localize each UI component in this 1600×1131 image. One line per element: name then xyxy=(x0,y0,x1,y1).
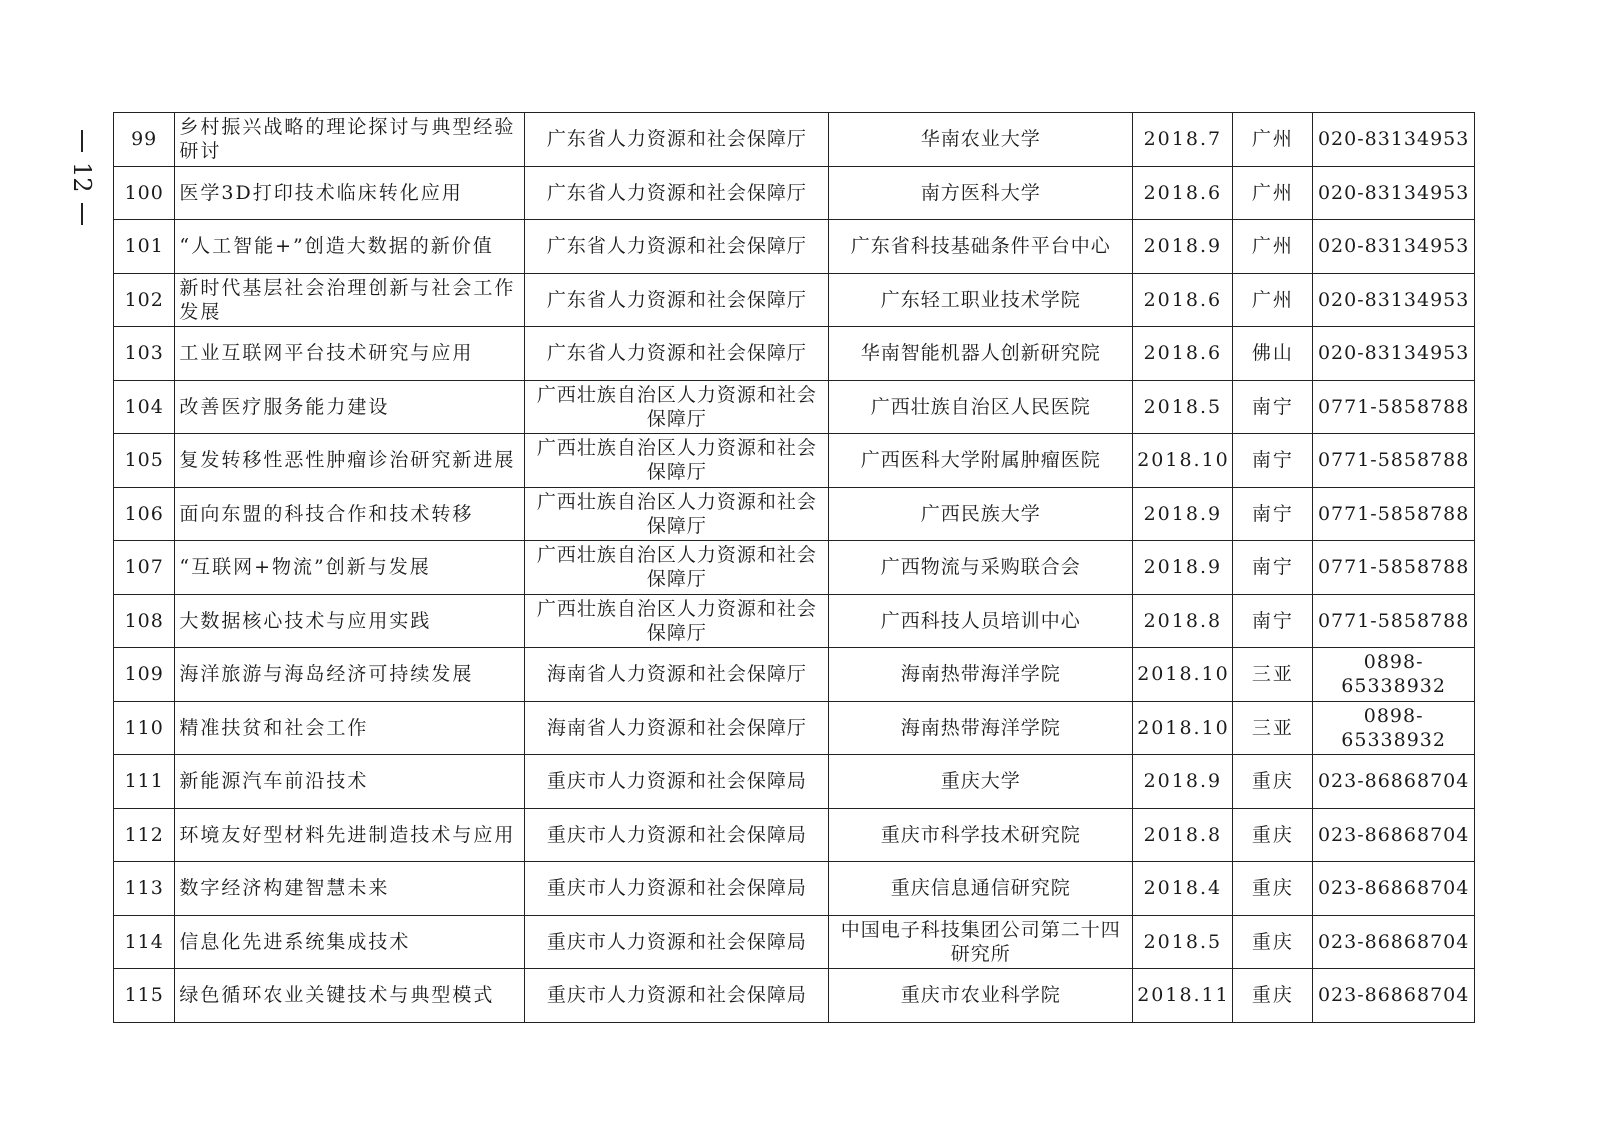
row-number-cell: 114 xyxy=(114,915,175,969)
row-number-cell: 104 xyxy=(114,380,175,434)
row-number-cell: 103 xyxy=(114,327,175,381)
contact-phone-cell: 023-86868704 xyxy=(1313,915,1475,969)
table-row xyxy=(114,434,1475,488)
host-institution-cell: 南方医科大学 xyxy=(829,166,1133,220)
date-cell: 2018.10 xyxy=(1133,701,1233,755)
project-name-cell: 数字经济构建智慧未来 xyxy=(175,862,525,916)
city-cell: 广州 xyxy=(1233,273,1313,327)
city-cell: 南宁 xyxy=(1233,487,1313,541)
host-institution-cell: 海南热带海洋学院 xyxy=(829,648,1133,702)
project-name-cell: 大数据核心技术与应用实践 xyxy=(175,594,525,648)
contact-phone-cell: 0771-5858788 xyxy=(1313,380,1475,434)
contact-phone-cell: 0898-65338932 xyxy=(1313,648,1475,702)
table-row xyxy=(114,113,1475,167)
contact-phone-cell: 023-86868704 xyxy=(1313,969,1475,1023)
table-row xyxy=(114,487,1475,541)
organizing-agency-cell: 重庆市人力资源和社会保障局 xyxy=(525,755,829,809)
organizing-agency-cell: 广西壮族自治区人力资源和社会保障厅 xyxy=(525,380,829,434)
host-institution-cell: 广东省科技基础条件平台中心 xyxy=(829,220,1133,274)
city-cell: 广州 xyxy=(1233,113,1313,167)
date-cell: 2018.6 xyxy=(1133,273,1233,327)
host-institution-cell: 重庆市农业科学院 xyxy=(829,969,1133,1023)
page-number-dash-bottom xyxy=(81,203,83,225)
table-row xyxy=(114,327,1475,381)
table-row xyxy=(114,220,1475,274)
contact-phone-cell: 020-83134953 xyxy=(1313,273,1475,327)
project-name-cell: 面向东盟的科技合作和技术转移 xyxy=(175,487,525,541)
host-institution-cell: 海南热带海洋学院 xyxy=(829,701,1133,755)
contact-phone-cell: 020-83134953 xyxy=(1313,327,1475,381)
page-number-dash-top xyxy=(81,130,83,152)
row-number-cell: 106 xyxy=(114,487,175,541)
city-cell: 广州 xyxy=(1233,220,1313,274)
contact-phone-cell: 020-83134953 xyxy=(1313,220,1475,274)
city-cell: 重庆 xyxy=(1233,755,1313,809)
city-cell: 南宁 xyxy=(1233,434,1313,488)
city-cell: 南宁 xyxy=(1233,380,1313,434)
date-cell: 2018.7 xyxy=(1133,113,1233,167)
project-name-cell: 海洋旅游与海岛经济可持续发展 xyxy=(175,648,525,702)
host-institution-cell: 华南智能机器人创新研究院 xyxy=(829,327,1133,381)
date-cell: 2018.9 xyxy=(1133,220,1233,274)
project-name-cell: 信息化先进系统集成技术 xyxy=(175,915,525,969)
city-cell: 南宁 xyxy=(1233,541,1313,595)
project-name-cell: 精准扶贫和社会工作 xyxy=(175,701,525,755)
date-cell: 2018.5 xyxy=(1133,915,1233,969)
row-number-cell: 105 xyxy=(114,434,175,488)
organizing-agency-cell: 广东省人力资源和社会保障厅 xyxy=(525,113,829,167)
host-institution-cell: 重庆大学 xyxy=(829,755,1133,809)
city-cell: 三亚 xyxy=(1233,648,1313,702)
table-row xyxy=(114,969,1475,1023)
row-number-cell: 112 xyxy=(114,808,175,862)
page-number xyxy=(62,130,102,240)
table-row xyxy=(114,808,1475,862)
city-cell: 广州 xyxy=(1233,166,1313,220)
project-name-cell: 新时代基层社会治理创新与社会工作发展 xyxy=(175,273,525,327)
row-number-cell: 109 xyxy=(114,648,175,702)
contact-phone-cell: 0771-5858788 xyxy=(1313,487,1475,541)
row-number-cell: 110 xyxy=(114,701,175,755)
host-institution-cell: 重庆市科学技术研究院 xyxy=(829,808,1133,862)
row-number-cell: 108 xyxy=(114,594,175,648)
row-number-cell: 111 xyxy=(114,755,175,809)
row-number-cell: 113 xyxy=(114,862,175,916)
host-institution-cell: 广西物流与采购联合会 xyxy=(829,541,1133,595)
host-institution-cell: 广东轻工职业技术学院 xyxy=(829,273,1133,327)
organizing-agency-cell: 重庆市人力资源和社会保障局 xyxy=(525,915,829,969)
contact-phone-cell: 023-86868704 xyxy=(1313,755,1475,809)
row-number-cell: 115 xyxy=(114,969,175,1023)
project-table xyxy=(113,112,1475,1023)
project-name-cell: 环境友好型材料先进制造技术与应用 xyxy=(175,808,525,862)
organizing-agency-cell: 海南省人力资源和社会保障厅 xyxy=(525,701,829,755)
table-body xyxy=(114,113,1475,1023)
row-number-cell: 99 xyxy=(114,113,175,167)
table-row xyxy=(114,541,1475,595)
row-number-cell: 107 xyxy=(114,541,175,595)
table-row xyxy=(114,648,1475,702)
project-name-cell: 新能源汽车前沿技术 xyxy=(175,755,525,809)
table-row xyxy=(114,862,1475,916)
date-cell: 2018.6 xyxy=(1133,327,1233,381)
contact-phone-cell: 023-86868704 xyxy=(1313,862,1475,916)
organizing-agency-cell: 广东省人力资源和社会保障厅 xyxy=(525,327,829,381)
date-cell: 2018.4 xyxy=(1133,862,1233,916)
contact-phone-cell: 0771-5858788 xyxy=(1313,594,1475,648)
organizing-agency-cell: 广东省人力资源和社会保障厅 xyxy=(525,220,829,274)
city-cell: 重庆 xyxy=(1233,915,1313,969)
city-cell: 南宁 xyxy=(1233,594,1313,648)
project-name-cell: 医学3D打印技术临床转化应用 xyxy=(175,166,525,220)
organizing-agency-cell: 广西壮族自治区人力资源和社会保障厅 xyxy=(525,487,829,541)
contact-phone-cell: 020-83134953 xyxy=(1313,113,1475,167)
contact-phone-cell: 0771-5858788 xyxy=(1313,434,1475,488)
project-name-cell: “人工智能+”创造大数据的新价值 xyxy=(175,220,525,274)
host-institution-cell: 广西民族大学 xyxy=(829,487,1133,541)
row-number-cell: 101 xyxy=(114,220,175,274)
date-cell: 2018.10 xyxy=(1133,648,1233,702)
table-row xyxy=(114,915,1475,969)
contact-phone-cell: 020-83134953 xyxy=(1313,166,1475,220)
row-number-cell: 102 xyxy=(114,273,175,327)
host-institution-cell: 中国电子科技集团公司第二十四研究所 xyxy=(829,915,1133,969)
date-cell: 2018.6 xyxy=(1133,166,1233,220)
organizing-agency-cell: 广东省人力资源和社会保障厅 xyxy=(525,273,829,327)
organizing-agency-cell: 广西壮族自治区人力资源和社会保障厅 xyxy=(525,541,829,595)
contact-phone-cell: 023-86868704 xyxy=(1313,808,1475,862)
contact-phone-cell: 0898-65338932 xyxy=(1313,701,1475,755)
project-name-cell: 复发转移性恶性肿瘤诊治研究新进展 xyxy=(175,434,525,488)
date-cell: 2018.9 xyxy=(1133,541,1233,595)
page-number-text: 12 xyxy=(68,162,96,193)
host-institution-cell: 广西科技人员培训中心 xyxy=(829,594,1133,648)
project-name-cell: “互联网+物流”创新与发展 xyxy=(175,541,525,595)
organizing-agency-cell: 重庆市人力资源和社会保障局 xyxy=(525,808,829,862)
row-number-cell: 100 xyxy=(114,166,175,220)
table-row xyxy=(114,166,1475,220)
project-name-cell: 绿色循环农业关键技术与典型模式 xyxy=(175,969,525,1023)
table-row xyxy=(114,755,1475,809)
city-cell: 重庆 xyxy=(1233,808,1313,862)
date-cell: 2018.11 xyxy=(1133,969,1233,1023)
city-cell: 重庆 xyxy=(1233,969,1313,1023)
date-cell: 2018.8 xyxy=(1133,808,1233,862)
project-name-cell: 工业互联网平台技术研究与应用 xyxy=(175,327,525,381)
city-cell: 佛山 xyxy=(1233,327,1313,381)
table-row xyxy=(114,273,1475,327)
table-row xyxy=(114,380,1475,434)
organizing-agency-cell: 海南省人力资源和社会保障厅 xyxy=(525,648,829,702)
contact-phone-cell: 0771-5858788 xyxy=(1313,541,1475,595)
host-institution-cell: 华南农业大学 xyxy=(829,113,1133,167)
city-cell: 三亚 xyxy=(1233,701,1313,755)
city-cell: 重庆 xyxy=(1233,862,1313,916)
host-institution-cell: 重庆信息通信研究院 xyxy=(829,862,1133,916)
project-name-cell: 乡村振兴战略的理论探讨与典型经验研讨 xyxy=(175,113,525,167)
organizing-agency-cell: 广西壮族自治区人力资源和社会保障厅 xyxy=(525,434,829,488)
date-cell: 2018.9 xyxy=(1133,755,1233,809)
table-row xyxy=(114,701,1475,755)
host-institution-cell: 广西壮族自治区人民医院 xyxy=(829,380,1133,434)
date-cell: 2018.8 xyxy=(1133,594,1233,648)
organizing-agency-cell: 重庆市人力资源和社会保障局 xyxy=(525,862,829,916)
host-institution-cell: 广西医科大学附属肿瘤医院 xyxy=(829,434,1133,488)
organizing-agency-cell: 广东省人力资源和社会保障厅 xyxy=(525,166,829,220)
table-row xyxy=(114,594,1475,648)
date-cell: 2018.5 xyxy=(1133,380,1233,434)
organizing-agency-cell: 广西壮族自治区人力资源和社会保障厅 xyxy=(525,594,829,648)
project-name-cell: 改善医疗服务能力建设 xyxy=(175,380,525,434)
organizing-agency-cell: 重庆市人力资源和社会保障局 xyxy=(525,969,829,1023)
date-cell: 2018.9 xyxy=(1133,487,1233,541)
date-cell: 2018.10 xyxy=(1133,434,1233,488)
